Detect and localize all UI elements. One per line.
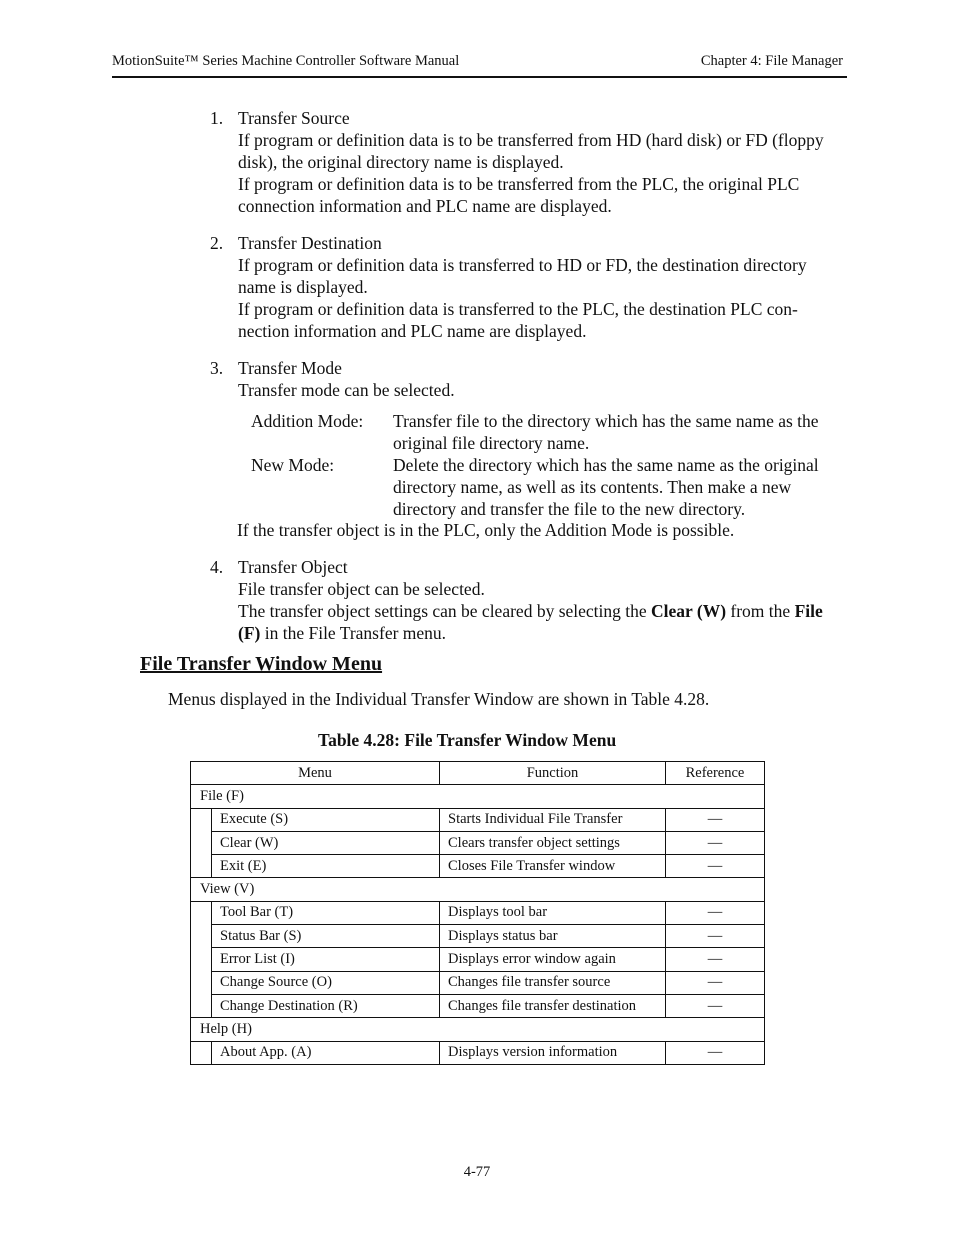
- reference-cell: —: [666, 808, 765, 831]
- table-row: [191, 901, 765, 924]
- table-row: [191, 855, 765, 878]
- indent-cell: [191, 971, 212, 994]
- mode-new: [251, 454, 851, 520]
- menu-item-cell: Clear (W): [212, 831, 440, 854]
- item-text-clear: [238, 600, 848, 644]
- function-cell: Displays status bar: [440, 925, 666, 948]
- menu-group-name: File (F): [191, 785, 765, 808]
- item-number: 2.: [210, 233, 224, 253]
- reference-cell: —: [666, 948, 765, 971]
- text-run: The transfer object settings can be cleared by selecting the: [238, 601, 652, 621]
- table-row: [191, 948, 765, 971]
- item-number: 3.: [210, 358, 224, 378]
- table-row: [191, 831, 765, 854]
- table-group-row: [191, 878, 765, 901]
- reference-cell: —: [666, 1041, 765, 1064]
- indent-cell: [191, 925, 212, 948]
- table-row: [191, 971, 765, 994]
- reference-cell: —: [666, 994, 765, 1017]
- indent-cell: [191, 948, 212, 971]
- reference-cell: —: [666, 901, 765, 924]
- function-cell: Closes File Transfer window: [440, 855, 666, 878]
- header-menu: Menu: [191, 762, 440, 785]
- menu-ref-clear: Clear (W): [651, 601, 727, 621]
- chapter-title: Chapter 4: File Manager: [700, 53, 843, 69]
- table-group-row: [191, 785, 765, 808]
- indent-cell: [191, 994, 212, 1017]
- page-header: [112, 52, 847, 78]
- function-cell: Displays tool bar: [440, 901, 666, 924]
- function-cell: Starts Individual File Transfer: [440, 808, 666, 831]
- list-item-transfer-object: [210, 556, 850, 646]
- mode-addition: [251, 410, 851, 454]
- reference-cell: —: [666, 971, 765, 994]
- item-title: Transfer Source: [238, 108, 350, 128]
- list-item-transfer-source: [210, 107, 850, 217]
- menu-group-name: View (V): [191, 878, 765, 901]
- function-cell: Changes file transfer destination: [440, 994, 666, 1017]
- section-title: File Transfer Window Menu: [140, 653, 383, 675]
- item-text: If program or definition data is to be transferred from HD (hard disk) or FD (floppy disk), the original directory name is displayed.: [238, 130, 824, 172]
- function-cell: Displays version information: [440, 1041, 666, 1064]
- mode-definitions: [251, 410, 851, 520]
- menu-ref-file: File (F): [238, 601, 823, 643]
- list-item-transfer-destination: [210, 232, 850, 342]
- item-title: Transfer Destination: [238, 233, 382, 253]
- mode-label: Addition Mode:: [251, 411, 364, 431]
- reference-cell: —: [666, 855, 765, 878]
- table-row: [191, 994, 765, 1017]
- item-text: File transfer object can be selected.: [238, 579, 485, 599]
- text-run: in the File Transfer menu.: [260, 623, 447, 643]
- menu-item-cell: Error List (I): [212, 948, 440, 971]
- mode-note: If the transfer object is in the PLC, only the Addition Mode is possible.: [237, 520, 735, 540]
- mode-description: Delete the directory which has the same name as the original directory name, as well as its contents. Then make a new directory and transfer the file to the new directory.: [393, 455, 819, 519]
- menu-item-cell: Change Destination (R): [212, 994, 440, 1017]
- manual-title: MotionSuite™ Series Machine Controller Software Manual: [112, 53, 460, 69]
- indent-cell: [191, 855, 212, 878]
- reference-cell: —: [666, 925, 765, 948]
- indent-cell: [191, 808, 212, 831]
- mode-label: New Mode:: [251, 455, 335, 475]
- menu-item-cell: Status Bar (S): [212, 925, 440, 948]
- mode-description: Transfer file to the directory which has the same name as the original file directory name.: [393, 411, 819, 453]
- table-row: [191, 1041, 765, 1064]
- menu-table: [190, 761, 765, 1065]
- menu-item-cell: About App. (A): [212, 1041, 440, 1064]
- menu-item-cell: Exit (E): [212, 855, 440, 878]
- function-cell: Displays error window again: [440, 948, 666, 971]
- table-row: [191, 808, 765, 831]
- table-header-row: [191, 762, 765, 785]
- reference-cell: —: [666, 831, 765, 854]
- item-text: Transfer mode can be selected.: [238, 380, 455, 400]
- table-group-row: [191, 1018, 765, 1041]
- item-text: If program or definition data is transferred to the PLC, the destination PLC con-nection information and PLC name are displayed.: [238, 299, 798, 341]
- item-number: 1.: [210, 108, 224, 128]
- menu-item-cell: Tool Bar (T): [212, 901, 440, 924]
- item-title: Transfer Mode: [238, 358, 342, 378]
- item-number: 4.: [210, 557, 224, 577]
- item-text: If program or definition data is to be transferred from the PLC, the original PLC connection information and PLC name are displayed.: [238, 174, 800, 216]
- text-run: from the: [726, 601, 795, 621]
- header-function: Function: [440, 762, 666, 785]
- table-row: [191, 925, 765, 948]
- item-title: Transfer Object: [238, 557, 348, 577]
- table-caption: Table 4.28: File Transfer Window Menu: [318, 730, 617, 750]
- menu-item-cell: Execute (S): [212, 808, 440, 831]
- intro-text: Menus displayed in the Individual Transfer Window are shown in Table 4.28.: [168, 689, 710, 709]
- function-cell: Changes file transfer source: [440, 971, 666, 994]
- indent-cell: [191, 831, 212, 854]
- item-text: If program or definition data is transferred to HD or FD, the destination directory name is displayed.: [238, 255, 807, 297]
- indent-cell: [191, 901, 212, 924]
- indent-cell: [191, 1041, 212, 1064]
- function-cell: Clears transfer object settings: [440, 831, 666, 854]
- menu-item-cell: Change Source (O): [212, 971, 440, 994]
- list-item-transfer-mode: [210, 357, 850, 401]
- menu-group-name: Help (H): [191, 1018, 765, 1041]
- header-reference: Reference: [666, 762, 765, 785]
- page-number: 4-77: [463, 1164, 491, 1180]
